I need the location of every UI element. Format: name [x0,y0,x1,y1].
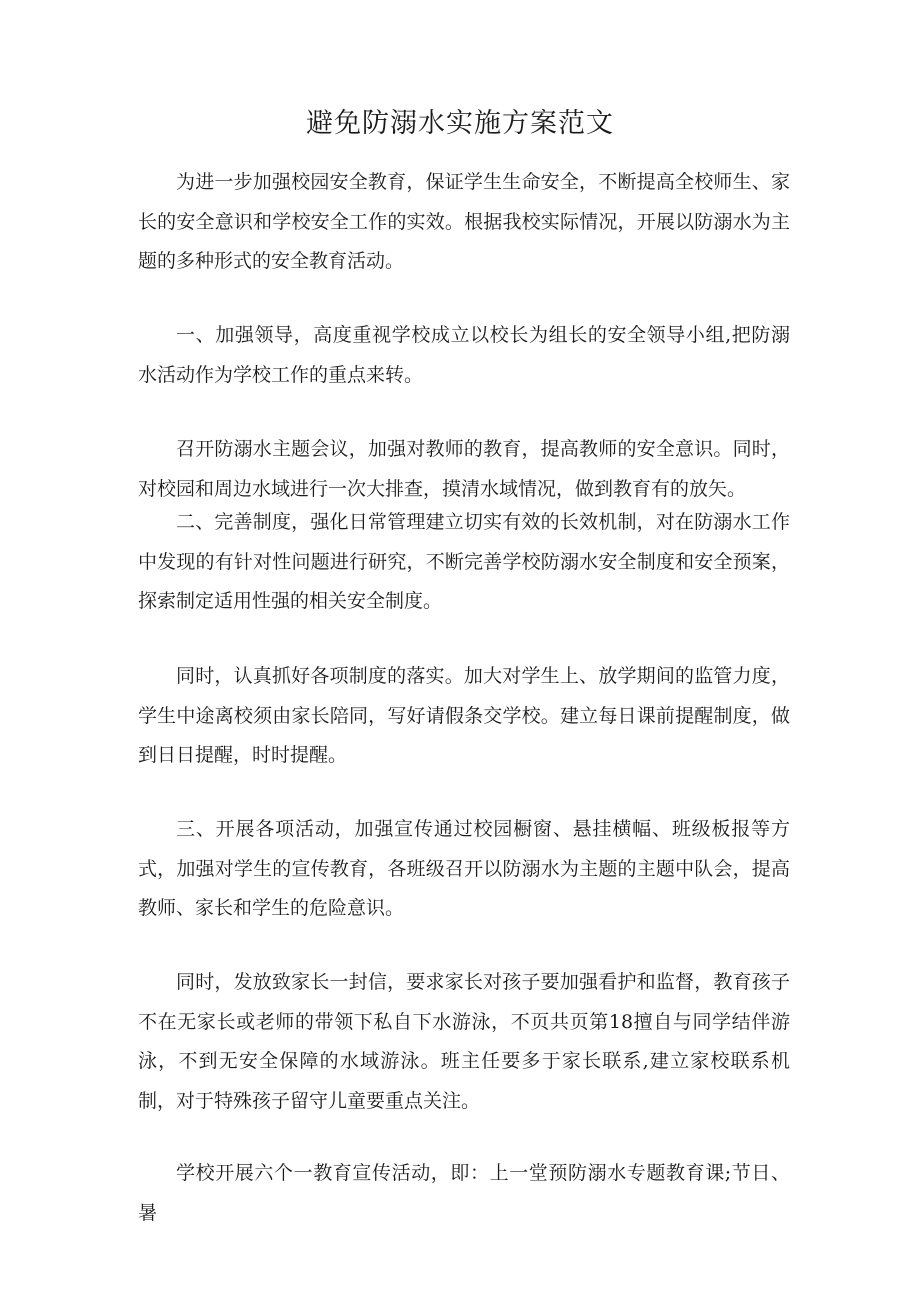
document-title: 避免防溺水实施方案范文 [306,108,614,139]
paragraph-meeting: 召开防溺水主题会议，加强对教师的教育，提高教师的安全意识。同时，对校园和周边水域进行一次大排查，摸清水域情况，做到教育有的放矢。 [138,438,790,500]
paragraph-section-1: 一、加强领导，高度重视学校成立以校长为组长的安全领导小组,把防溺水活动作为学校工作的重点来转。 [138,324,790,386]
paragraph-activities: 学校开展六个一教育宣传活动，即：上一堂预防溺水专题教育课;节日、暑 [138,1162,790,1224]
paragraph-implementation: 同时，认真抓好各项制度的落实。加大对学生上、放学期间的监管力度，学生中途离校须由家长陪同，写好请假条交学校。建立每日课前提醒制度，做到日日提醒，时时提醒。 [138,665,790,766]
paragraph-parent-letter: 同时，发放致家长一封信，要求家长对孩子要加强看护和监督，教育孩子不在无家长或老师的带领下私自下水游泳，不页共页第18擅自与同学结伴游泳，不到无安全保障的水域游泳。班主任要多于家长联系,建立家校联系机制，对于特殊孩子留守儿童要重点关注。 [138,971,790,1112]
paragraph-section-3: 三、开展各项活动，加强宣传通过校园橱窗、悬挂横幅、班级板报等方式，加强对学生的宣传教育，各班级召开以防溺水为主题的主题中队会，提高教师、家长和学生的危险意识。 [138,818,790,919]
paragraph-section-2: 二、完善制度，强化日常管理建立切实有效的长效机制，对在防溺水工作中发现的有针对性问题进行研究，不断完善学校防溺水安全制度和安全预案，探索制定适用性强的相关安全制度。 [138,511,790,612]
paragraph-intro: 为进一步加强校园安全教育，保证学生生命安全，不断提高全校师生、家长的安全意识和学校安全工作的实效。根据我校实际情况，开展以防溺水为主题的多种形式的安全教育活动。 [138,171,790,272]
